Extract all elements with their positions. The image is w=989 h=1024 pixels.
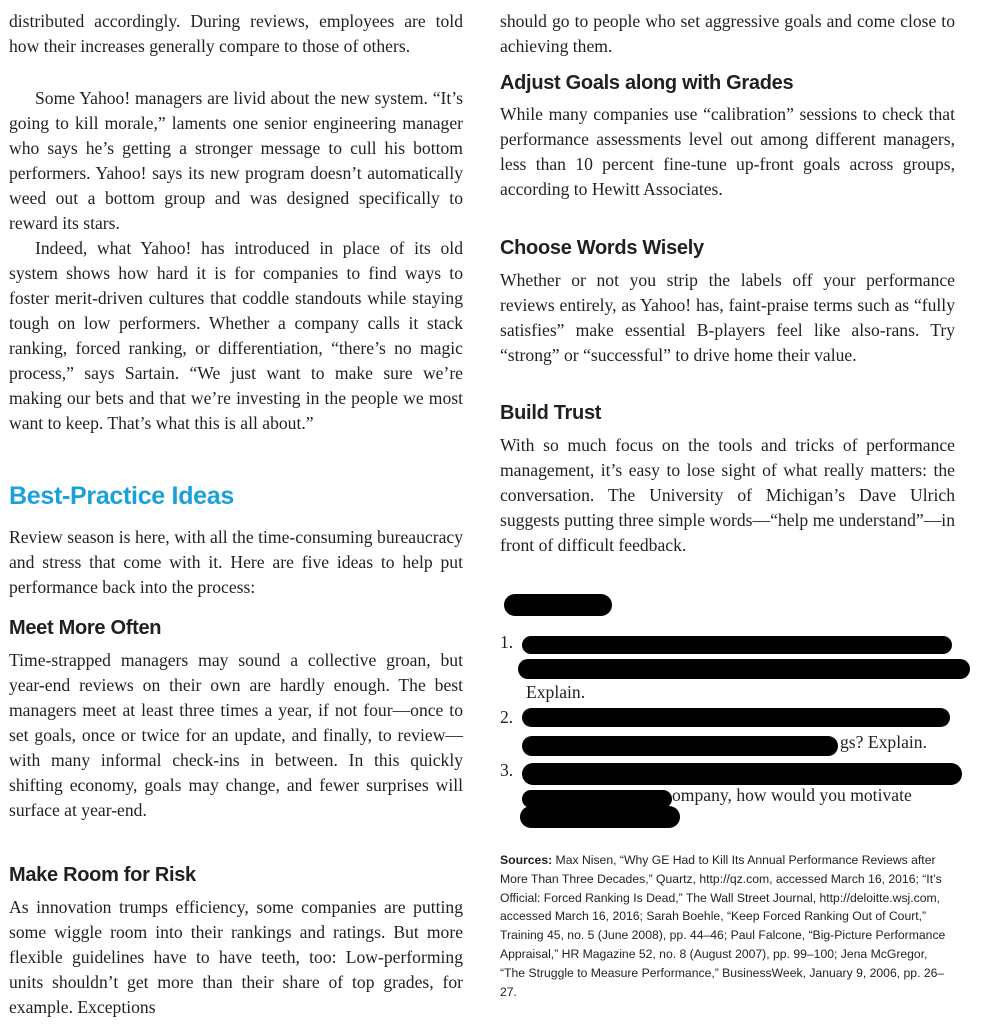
words-text-block [500,268,955,368]
paragraph-managers: Some Yahoo! managers are livid about the new system. “It’s going to kill morale,” laments one senior engineering manager who says he’s getting a stronger message to cull his bottom performers. Yahoo! says its new program doesn’t automatically weed out a bottom group and was designed specifically to reward its stars. [9,88,463,233]
adjust-text: While many companies use “calibration” sessions to check that performance assessments level out among different managers, less than 10 percent fine-tune up-front goals across groups, according to Hewitt Associates. [500,104,955,199]
paragraph-managers-block [9,86,463,236]
redaction-mark [504,594,612,616]
question-number: 2. [500,707,514,727]
risk-text-block [9,895,463,1020]
paragraph-continued-block [9,9,463,59]
question-number: 3. [500,760,514,780]
paragraph-continued: distributed accordingly. During reviews, employees are told how their increases generally compare to those of others. [9,11,463,56]
sources-label: Sources: [500,853,553,867]
risk-continued-block [500,9,955,59]
redaction-mark [522,708,950,727]
paragraph-indeed: Indeed, what Yahoo! has introduced in place of its old system shows how hard it is for companies to find ways to foster merit-driven cultures that coddle standouts while staying tough on low performers. Whether a company calls it stack ranking, forced ranking, or differentiation, “there’s no magic process,” says Sartain. “We just want to make sure we’re making our bets and that we’re investing in the people we most want to keep. That’s what this is all about.” [9,238,463,433]
adjust-text-block [500,102,955,202]
redaction-mark [522,763,962,785]
trust-heading: Build Trust [500,402,602,424]
risk-continued: should go to people who set aggressive goals and come close to achieving them. [500,11,955,56]
best-practice-heading: Best-Practice Ideas [9,482,234,510]
best-practice-intro-block [9,525,463,600]
words-text: Whether or not you strip the labels off your performance reviews entirely, as Yahoo! has, faint-praise terms such as “fully satisfies” make essential B-players feel like also-rans. Try “strong” or “successful” to drive home their value. [500,270,955,365]
meet-text-block [9,648,463,823]
paragraph-indeed-block [9,236,463,436]
meet-text: Time-strapped managers may sound a collective groan, but year-end reviews on their own are hardly enough. The best managers meet at least three times a year, if not four—once to set goals, once or twice for an update, and finally, to review—with many informal check-ins in between. In this quickly shifting economy, goals may change, and fewer surprises will surface at year-end. [9,650,463,820]
redaction-mark [518,659,970,679]
best-practice-intro: Review season is here, with all the time-consuming bureaucracy and stress that come with it. Here are five ideas to help put performance back into the process: [9,527,463,597]
risk-text: As innovation trumps efficiency, some companies are putting some wiggle room into their rankings and ratings. But more flexible guidelines have to have teeth, too: Low-performing units shouldn’t get more than their share of top grades, for example. Exceptions [9,897,463,1017]
meet-heading: Meet More Often [9,617,162,639]
question-number: 1. [500,632,514,652]
trust-text: With so much focus on the tools and tricks of performance management, it’s easy to lose sight of what really matters: the conversation. The University of Michigan’s Dave Ulrich suggests putting three simple words—“help me understand”—in front of difficult feedback. [500,435,955,555]
sources-block [500,851,952,1001]
question-visible-text: gs? Explain. [840,732,927,752]
sources-text: Max Nisen, “Why GE Had to Kill Its Annual Performance Reviews after More Than Three Decades,” Quartz, http://qz.com, accessed March 16, 2016; “It’s Official: Forced Ranking Is Dead,” The Wall Street Journal, http://deloitte.wsj.com, accessed March 16, 2016; Sarah Boehle, “Keep Forced Ranking Out of Court,” Training 45, no. 5 (June 2008), pp. 44–46; Paul Falcone, “Big-Picture Performance Appraisal,” HR Magazine 52, no. 8 (August 2007), pp. 99–100; Jena McGregor, “The Struggle to Measure Performance,” BusinessWeek, January 9, 2006, pp. 26–27. [500,853,946,999]
redaction-mark [520,806,680,828]
words-heading: Choose Words Wisely [500,237,704,259]
sources-note [500,851,952,1001]
redaction-mark [522,736,838,756]
trust-text-block [500,433,955,558]
question-visible-text: Explain. [526,682,586,702]
redaction-mark [522,636,952,654]
adjust-heading: Adjust Goals along with Grades [500,72,794,94]
risk-heading: Make Room for Risk [9,864,196,886]
question-visible-text: ompany, how would you motivate [672,785,912,805]
